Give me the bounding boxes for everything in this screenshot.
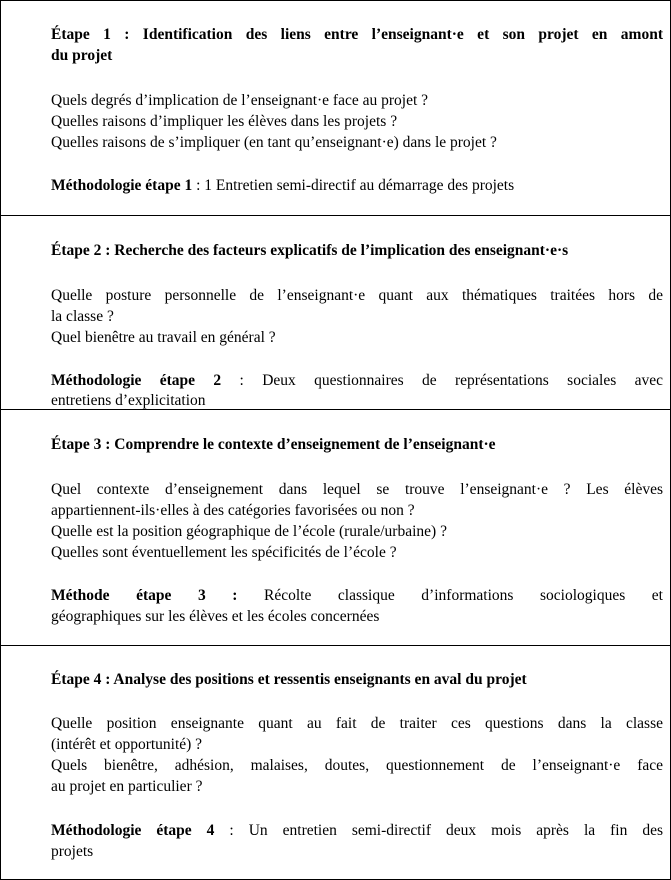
step-3-question: appartiennent-ils·elles à des catégories favorisées ou non ? xyxy=(51,502,415,519)
step-2-question: la classe ? xyxy=(51,308,114,325)
step-2-cell xyxy=(1,215,670,410)
step-4-method-line-2: projets xyxy=(51,843,94,860)
step-3-question: Quelle est la position géographique de l’école (rurale/urbaine) ? xyxy=(51,523,447,540)
step-2-title: Étape 2 : Recherche des facteurs explicatifs de l’implication des enseignant·e·s xyxy=(51,242,569,259)
step-2-method: Méthodologie étape 2 : Deux questionnaires de représentations sociales avec xyxy=(51,372,663,389)
step-3-method-line-2: géographiques sur les élèves et les écoles concernées xyxy=(51,608,380,625)
step-1-question: Quels degrés d’implication de l’enseignant·e face au projet ? xyxy=(51,92,429,109)
step-2-question: Quelle posture personnelle de l’enseignant·e quant aux thématiques traitées hors de xyxy=(51,287,663,304)
step-4-title: Étape 4 : Analyse des positions et ressentis enseignants en aval du projet xyxy=(51,671,527,688)
step-4-question: Quelle position enseignante quant au fait de traiter ces questions dans la classe xyxy=(51,715,663,732)
step-4-method: Méthodologie étape 4 : Un entretien semi-directif deux mois après la fin des xyxy=(51,822,663,839)
step-1-question: Quelles raisons de s’impliquer (en tant qu’enseignant·e) dans le projet ? xyxy=(51,134,497,151)
step-2-method-line-2: entretiens d’explicitation xyxy=(51,392,206,409)
step-1-question: Quelles raisons d’impliquer les élèves dans les projets ? xyxy=(51,113,398,130)
step-2-question: Quel bienêtre au travail en général ? xyxy=(51,329,276,346)
step-1-cell xyxy=(1,1,670,215)
step-1-title-line-2: du projet xyxy=(51,47,113,64)
step-4-question: Quels bienêtre, adhésion, malaises, doutes, questionnement de l’enseignant·e face xyxy=(51,757,663,774)
step-4-question: (intérêt et opportunité) ? xyxy=(51,736,203,753)
step-4-cell xyxy=(1,645,670,880)
step-4-question: au projet en particulier ? xyxy=(51,778,203,795)
step-3-question: Quel contexte d’enseignement dans lequel se trouve l’enseignant·e ? Les élèves xyxy=(51,481,663,498)
step-3-title: Étape 3 : Comprendre le contexte d’enseignement de l’enseignant·e xyxy=(51,436,496,453)
step-1-title-line-1: Étape 1 : Identification des liens entre l’enseignant·e et son projet en amont xyxy=(51,26,663,43)
step-3-method: Méthode étape 3 : Récolte classique d’informations sociologiques et xyxy=(51,587,663,604)
step-3-question: Quelles sont éventuellement les spécificités de l’école ? xyxy=(51,544,397,561)
step-3-cell xyxy=(1,409,670,646)
step-1-method: Méthodologie étape 1 : 1 Entretien semi-directif au démarrage des projets xyxy=(51,177,515,194)
